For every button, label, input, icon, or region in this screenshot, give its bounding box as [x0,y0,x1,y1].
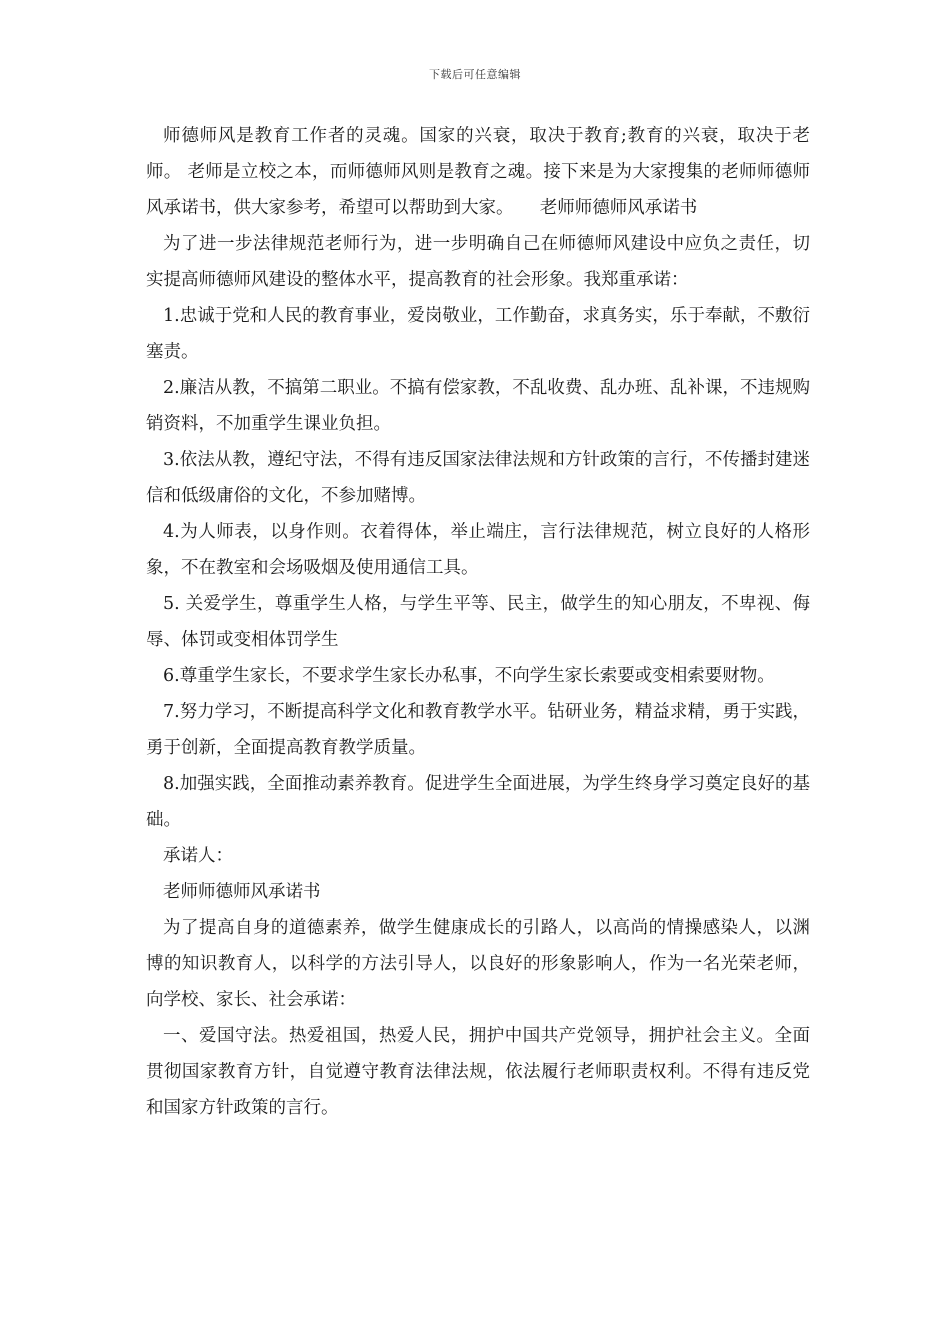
pledge-item-4: 4.为人师表，以身作则。衣着得体，举止端庄，言行法律规范，树立良好的人格形象，不在教室和会场吸烟及使用通信工具。 [146,522,810,578]
pledge-item-6: 6.尊重学生家长，不要求学生家长办私事，不向学生家长索要或变相索要财物。 [163,666,775,686]
signature-label: 承诺人： [163,846,233,866]
pledge-preamble: 为了进一步法律规范老师行为，进一步明确自己在师德师风建设中应负之责任，切实提高师德师风建设的整体水平，提高教育的社会形象。我郑重承诺： [146,234,810,290]
document-body [146,118,810,1126]
intro-paragraph: 师德师风是教育工作者的灵魂。国家的兴衰，取决于教育;教育的兴衰，取决于老师。 老师是立校之本，而师德师风则是教育之魂。接下来是为大家搜集的老师师德师风承诺书，供大家参考，希望可以帮助到大家。 老师师德师风承诺书 [146,126,810,218]
second-pledge-item-1: 一、爱国守法。热爱祖国，热爱人民，拥护中国共产党领导，拥护社会主义。全面贯彻国家教育方针，自觉遵守教育法律法规，依法履行老师职责权利。不得有违反党和国家方针政策的言行。 [146,1026,810,1118]
pledge-item-5: 5. 关爱学生，尊重学生人格，与学生平等、民主，做学生的知心朋友，不卑视、侮辱、体罚或变相体罚学生 [146,594,810,650]
pledge-item-7: 7.努力学习，不断提高科学文化和教育教学水平。钻研业务，精益求精，勇于实践，勇于创新，全面提高教育教学质量。 [146,702,810,758]
pledge-item-8: 8.加强实践，全面推动素养教育。促进学生全面进展，为学生终身学习奠定良好的基础。 [146,774,810,830]
pledge-item-3: 3.依法从教，遵纪守法，不得有违反国家法律法规和方针政策的言行，不传播封建迷信和低级庸俗的文化，不参加赌博。 [146,450,810,506]
pledge-item-2: 2.廉洁从教，不搞第二职业。不搞有偿家教，不乱收费、乱办班、乱补课，不违规购销资料，不加重学生课业负担。 [146,378,810,434]
page-header: 下载后可任意编辑 [429,68,521,81]
pledge-item-1: 1.忠诚于党和人民的教育事业，爱岗敬业，工作勤奋，求真务实，乐于奉献，不敷衍塞责。 [146,306,810,362]
second-pledge-preamble: 为了提高自身的道德素养，做学生健康成长的引路人，以高尚的情操感染人，以渊博的知识教育人，以科学的方法引导人，以良好的形象影响人，作为一名光荣老师，向学校、家长、社会承诺： [146,918,810,1010]
second-pledge-title: 老师师德师风承诺书 [163,882,321,902]
